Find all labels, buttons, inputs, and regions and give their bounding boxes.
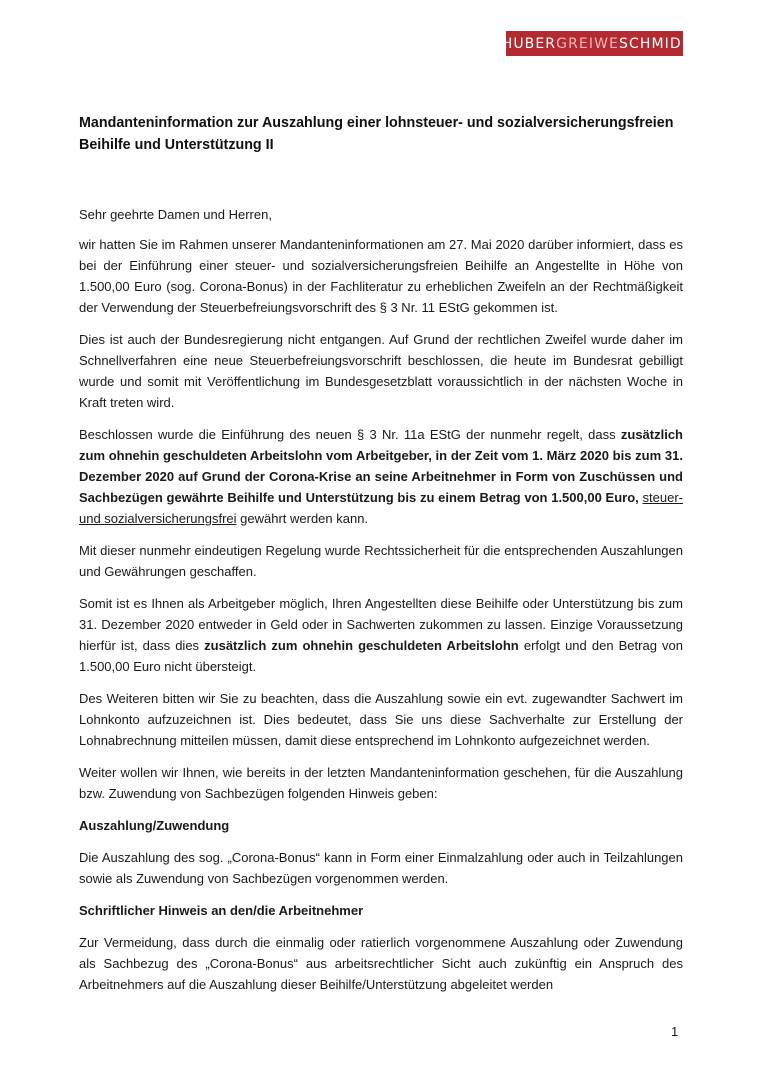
salutation: Sehr geehrte Damen und Herren, <box>79 207 272 222</box>
paragraph-4: Mit dieser nunmehr eindeutigen Regelung wurde Rechtssicherheit für die entsprechenden Auszahlungen und Gewährungen geschaffen. <box>79 543 683 579</box>
section-heading-auszahlung: Auszahlung/Zuwendung <box>79 818 230 833</box>
logo-greiwe: GREIWE <box>556 35 619 52</box>
p3-text-e: gewährt werden kann. <box>236 511 369 526</box>
paragraph-7: Weiter wollen wir Ihnen, wie bereits in der letzten Mandanteninformation geschehen, für die Auszahlung bzw. Zuwendung von Sachbezügen folgenden Hinweis geben: <box>79 765 683 801</box>
paragraph-3 <box>79 424 683 529</box>
section-heading-hinweis: Schriftlicher Hinweis an den/die Arbeitnehmer <box>79 903 364 918</box>
p5-text-a: Somit ist es Ihnen als Arbeitgeber möglich, Ihren Angestellten diese Beihilfe oder Unterstützung bis zum 31. Dezember 2020 entweder in Geld oder in Sachwerten zukommen zu lassen. Einzige Voraussetzung hierfür ist, dass dies <box>79 596 683 653</box>
p3-underlined: steuer- und sozialversicherungsfrei <box>79 490 683 526</box>
logo-dot: . <box>681 35 688 52</box>
document-title: Mandanteninformation zur Auszahlung einer lohnsteuer- und sozialversicherungsfreien Beihilfe und Unterstützung II <box>79 115 674 153</box>
p3-bold: zusätzlich zum ohnehin geschuldeten Arbeitslohn vom Arbeitgeber, in der Zeit vom 1. März 2020 bis zum 31. Dezember 2020 auf Grund der Corona-Krise an seine Arbeitnehmer in Form von Zuschüssen und Sachbezügen gewährte Beihilfe und Unterstützung bis zu einem Betrag von 1.500,00 Euro, <box>79 427 683 505</box>
paragraph-9: Zur Vermeidung, dass durch die einmalig oder ratierlich vorgenommene Auszahlung oder Zuwendung als Sachbezug des „Corona-Bonus“ aus arbeitsrechtlicher Sicht auch zukünftig ein Anspruch des Arbeitnehmers auf die Auszahlung dieser Beihilfe/Unterstützung abgeleitet werden <box>79 935 683 992</box>
paragraph-5 <box>79 593 683 677</box>
paragraph-8: Die Auszahlung des sog. „Corona-Bonus“ kann in Form einer Einmalzahlung oder auch in Teilzahlungen sowie als Zuwendung von Sachbezügen vorgenommen werden. <box>79 850 683 886</box>
document-body <box>79 204 683 1006</box>
p5-bold: zusätzlich zum ohnehin geschuldeten Arbeitslohn <box>204 638 519 653</box>
paragraph-6: Des Weiteren bitten wir Sie zu beachten, dass die Auszahlung sowie ein evt. zugewandter Sachwert im Lohnkonto aufzuzeichnen ist. Dies bedeutet, dass Sie uns diese Sachverhalte zur Erstellung der Lohnabrechnung mitteilen müssen, damit diese entsprechend im Lohnkonto aufgezeichnet werden. <box>79 691 683 748</box>
p3-text-a: Beschlossen wurde die Einführung des neuen § 3 Nr. 11a EStG der nunmehr regelt, dass <box>79 427 621 442</box>
page-number: 1 <box>671 1024 679 1039</box>
p5-text-c: erfolgt und den Betrag von 1.500,00 Euro nicht übersteigt. <box>79 638 683 674</box>
logo-schmid: SCHMID <box>618 35 682 52</box>
logo-huber: HUBER <box>501 35 557 52</box>
company-logo <box>501 31 688 56</box>
paragraph-2: Dies ist auch der Bundesregierung nicht entgangen. Auf Grund der rechtlichen Zweifel wurde daher im Schnellverfahren eine neue Steuerbefreiungsvorschrift beschlossen, die heute im Bundesrat gebilligt wurde und somit mit Veröffentlichung im Bundesgesetzblatt voraussichtlich in der nächsten Woche in Kraft treten wird. <box>79 332 683 410</box>
paragraph-1: wir hatten Sie im Rahmen unserer Mandanteninformationen am 27. Mai 2020 darüber informiert, dass es bei der Einführung einer steuer- und sozialversicherungsfreien Beihilfe an Angestellte in Höhe von 1.500,00 Euro (sog. Corona-Bonus) in der Fachliteratur zu erheblichen Zweifeln an der Rechtmäßigkeit der Verwendung der Steuerbefreiungsvorschrift des § 3 Nr. 11 EStG gekommen ist. <box>79 237 683 315</box>
